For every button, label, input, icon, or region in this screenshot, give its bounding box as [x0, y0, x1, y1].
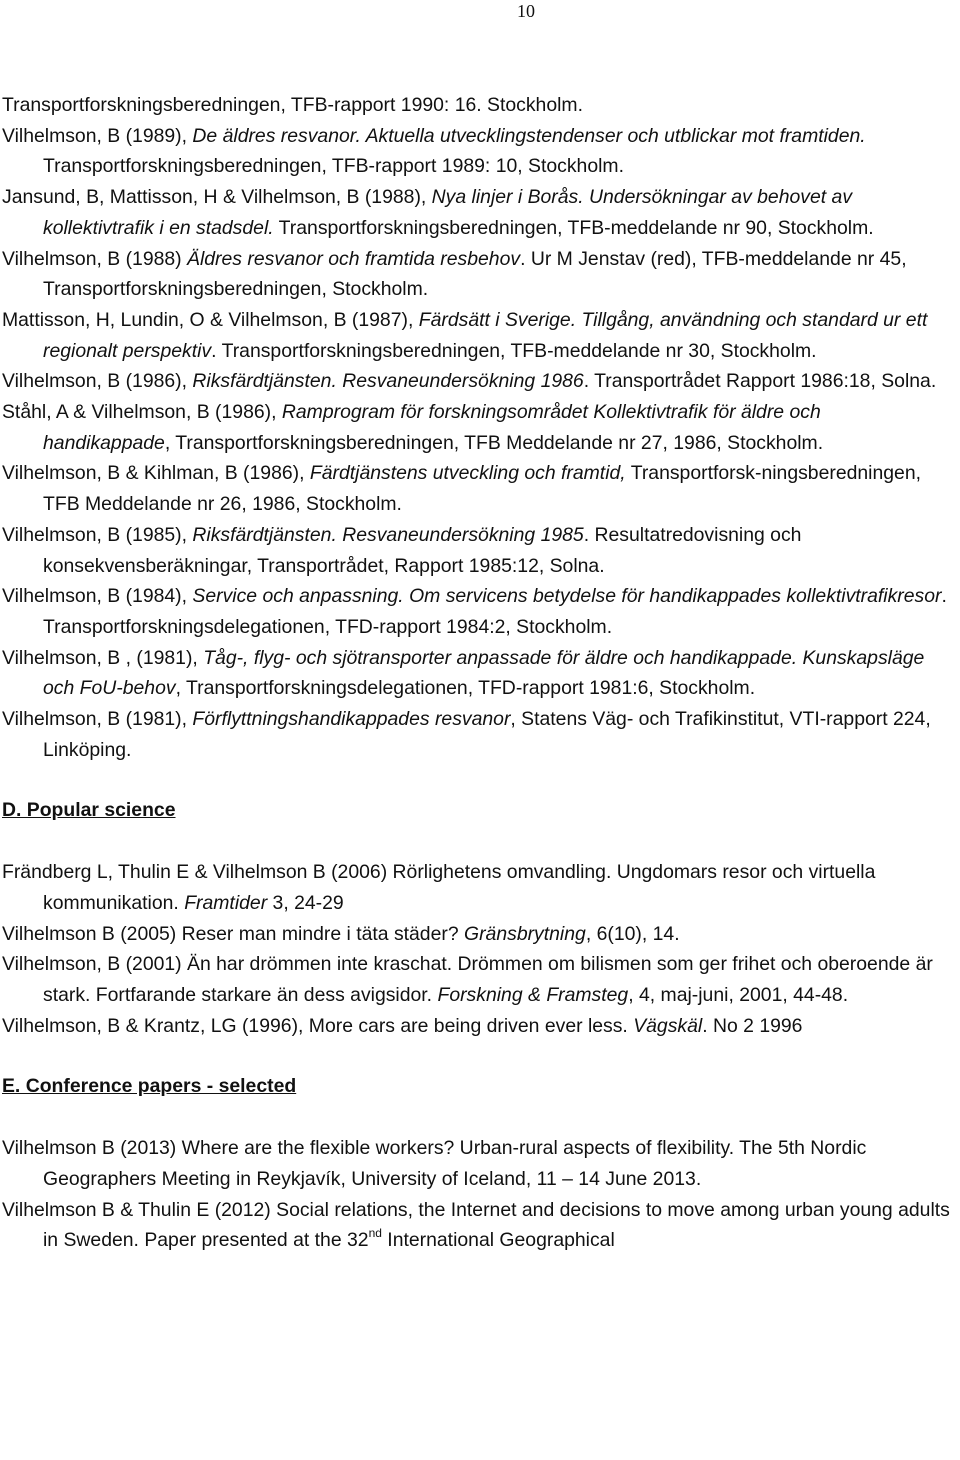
reference-list	[2, 90, 952, 1256]
reference-text: Vilhelmson, B & Kihlman, B (1986),	[2, 462, 310, 485]
reference-text: Vilhelmson B (2013) Where are the flexible workers? Urban-rural aspects of flexibility. The 5th Nordic Geographers Meeting in Reykjavík, University of Iceland, 11 – 14 June 2013.	[2, 1137, 867, 1190]
reference-entry	[2, 520, 952, 581]
reference-title: Forskning & Framsteg	[437, 983, 629, 1006]
reference-entry	[2, 182, 952, 243]
reference-entry	[2, 857, 952, 918]
reference-entry	[2, 1133, 952, 1194]
reference-text: Mattisson, H, Lundin, O & Vilhelmson, B (1987),	[2, 308, 419, 331]
reference-title: Framtider	[184, 891, 268, 914]
reference-text: Vilhelmson B & Thulin E (2012) Social relations, the Internet and decisions to move among urban young adults in Sweden. Paper presented at the 32	[2, 1198, 950, 1252]
reference-text: International Geographical	[381, 1229, 615, 1252]
reference-text: . Resultatredovisning och konsekvensberäkningar, Transportrådet, Rapport 1985:12, Solna.	[43, 523, 802, 577]
reference-text: Ståhl, A & Vilhelmson, B (1986),	[2, 401, 282, 424]
reference-title: Färdsätt i Sverige. Tillgång, användning och standard ur ett regionalt perspektiv	[43, 308, 928, 362]
reference-text: Transportforskningsberedningen, TFB-rapport 1989: 10, Stockholm.	[43, 155, 624, 178]
reference-text: Transportforskningsberedningen, TFB-meddelande nr 90, Stockholm.	[273, 216, 874, 239]
reference-title: Äldres resvanor och framtida resbehov	[187, 247, 521, 270]
section-e-references	[2, 1133, 952, 1256]
reference-title: Färdtjänstens utveckling och framtid,	[309, 462, 626, 485]
reference-entry	[2, 366, 952, 397]
reference-text: Vilhelmson, B (1986),	[2, 370, 193, 393]
reference-title: Tåg-, flyg- och sjötransporter anpassade för äldre och handikappade. Kunskapsläge och FoU-behov	[43, 646, 925, 700]
reference-text: Frändberg L, Thulin E & Vilhelmson B (2006) Rörlighetens omvandling. Ungdomars resor och virtuella kommunikation.	[2, 861, 876, 914]
reference-title: Nya linjer i Borås. Undersökningar av behovet av kollektivtrafik i en stadsdel.	[43, 186, 853, 239]
section-d-heading: D. Popular science	[2, 799, 176, 822]
reference-text: Transportforskningsberedningen, TFB-rapport 1990: 16. Stockholm.	[2, 94, 583, 116]
reference-entry	[2, 1195, 952, 1256]
reference-title: Ramprogram för forskningsområdet Kollektivtrafik för äldre och handikappade	[43, 401, 821, 454]
reference-entry	[2, 643, 952, 704]
reference-title: Riksfärdtjänsten. Resvaneundersökning 1985	[192, 523, 584, 546]
reference-text: Vilhelmson, B (1984),	[2, 585, 193, 608]
reference-entry	[2, 458, 952, 519]
reference-text: Vilhelmson, B (1989),	[2, 124, 193, 147]
reference-text: Jansund, B, Mattisson, H & Vilhelmson, B (1988),	[2, 186, 432, 209]
section-e-heading: E. Conference papers - selected	[2, 1075, 297, 1098]
reference-text: , 6(10), 14.	[585, 922, 680, 945]
reference-text: . No 2 1996	[702, 1014, 803, 1037]
reference-text: nd	[368, 1226, 382, 1241]
reference-text: . Transportrådet Rapport 1986:18, Solna.	[583, 370, 937, 393]
reference-title: Riksfärdtjänsten. Resvaneundersökning 1986	[192, 370, 584, 393]
reference-text: , Statens Väg- och Trafikinstitut, VTI-rapport 224, Linköping.	[43, 708, 931, 761]
section-d-references	[2, 857, 952, 1041]
section-c-references	[2, 90, 952, 765]
reference-title: Vägskäl	[633, 1014, 703, 1037]
reference-text: Vilhelmson, B (1985),	[2, 523, 193, 546]
reference-entry	[2, 919, 952, 950]
reference-entry	[2, 704, 952, 765]
reference-text: . Transportforskningsdelegationen, TFD-rapport 1984:2, Stockholm.	[43, 585, 947, 638]
reference-text: Vilhelmson, B , (1981),	[2, 646, 204, 669]
reference-text: Vilhelmson, B & Krantz, LG (1996), More cars are being driven ever less.	[2, 1014, 634, 1037]
reference-text: 3, 24-29	[267, 891, 344, 914]
reference-entry	[2, 244, 952, 305]
reference-text: Vilhelmson, B (1988)	[2, 247, 188, 270]
reference-entry	[2, 305, 952, 366]
reference-text: Transportforsk-ningsberedningen, TFB Meddelande nr 26, 1986, Stockholm.	[43, 462, 922, 516]
reference-text: . Transportforskningsberedningen, TFB-meddelande nr 30, Stockholm.	[211, 339, 817, 362]
reference-entry	[2, 397, 952, 458]
reference-text: , 4, maj-juni, 2001, 44-48.	[628, 983, 849, 1006]
reference-entry	[2, 90, 952, 121]
reference-entry	[2, 949, 952, 1010]
reference-entry	[2, 1011, 952, 1042]
reference-text: Vilhelmson, B (1981),	[2, 708, 193, 731]
reference-entry	[2, 581, 952, 642]
reference-title: Service och anpassning. Om servicens betydelse för handikappades kollektivtrafikresor	[192, 585, 942, 608]
page-number: 10	[517, 1, 535, 21]
reference-text: , Transportforskningsdelegationen, TFD-rapport 1981:6, Stockholm.	[175, 677, 756, 700]
reference-title: Förflyttningshandikappades resvanor	[192, 708, 511, 731]
reference-text: , Transportforskningsberedningen, TFB Meddelande nr 27, 1986, Stockholm.	[164, 431, 824, 454]
reference-title: Gränsbrytning	[464, 922, 586, 945]
reference-text: Vilhelmson B (2005) Reser man mindre i täta städer?	[2, 922, 465, 945]
reference-text: Vilhelmson, B (2001) Än har drömmen inte kraschat. Drömmen om bilismen som ger frihet och oberoende är stark. Fortfarande starkare än dess avigsidor.	[2, 953, 933, 1006]
reference-text: . Ur M Jenstav (red), TFB-meddelande nr 45, Transportforskningsberedningen, Stockholm.	[43, 247, 907, 301]
reference-title: De äldres resvanor. Aktuella utvecklingstendenser och utblickar mot framtiden.	[192, 124, 866, 147]
reference-entry	[2, 121, 952, 182]
